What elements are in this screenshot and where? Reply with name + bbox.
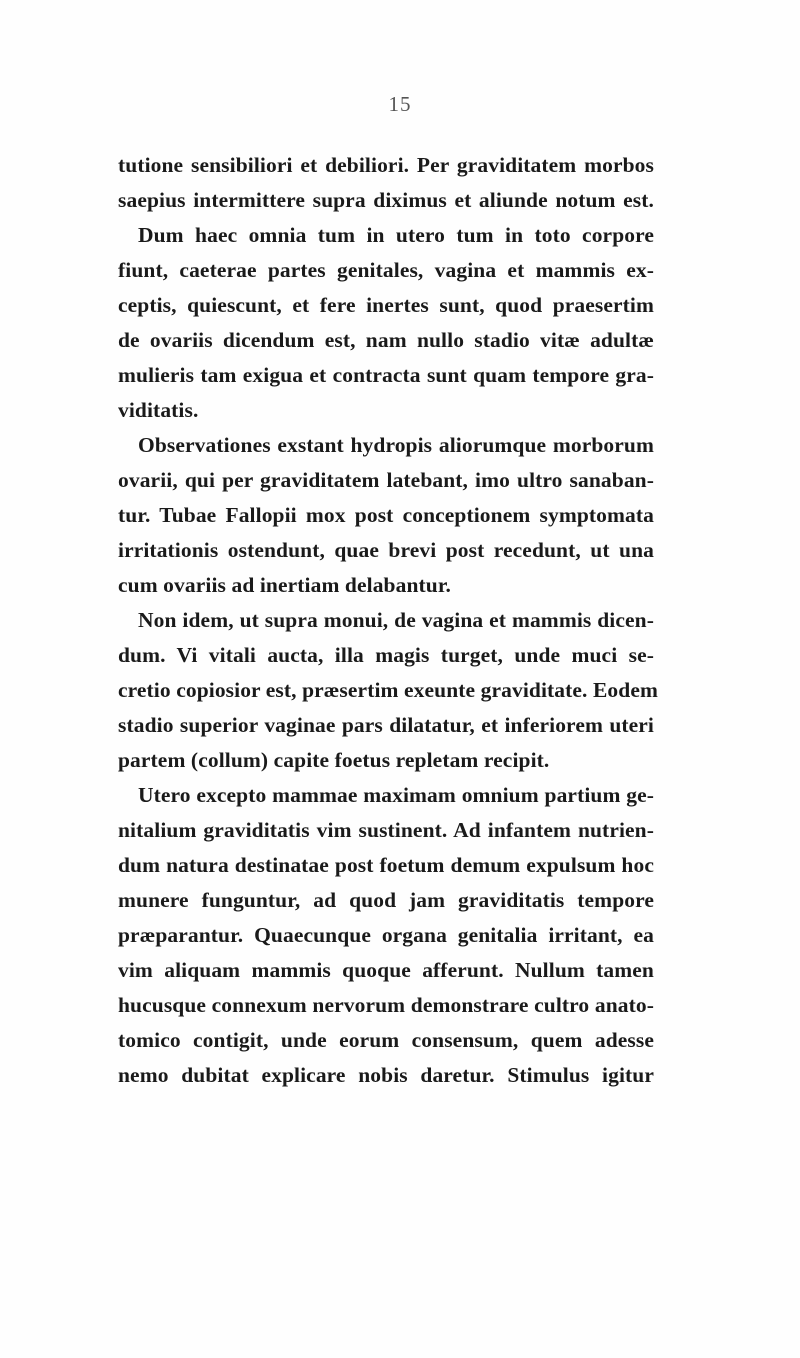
text-line: dum. Vi vitali aucta, illa magis turget, unde muci se- <box>118 643 654 667</box>
text-line: vim aliquam mammis quoque afferunt. Nullum tamen <box>118 958 654 982</box>
text-line: dum natura destinatae post foetum demum expulsum hoc <box>118 853 654 877</box>
text-line: mulieris tam exigua et contracta sunt quam tempore gra- <box>118 363 654 387</box>
text-line: tomico contigit, unde eorum consensum, quem adesse <box>118 1028 654 1052</box>
text-line: ceptis, quiescunt, et fere inertes sunt, quod praesertim <box>118 293 654 317</box>
body-text <box>118 148 658 1093</box>
text-line: Non idem, ut supra monui, de vagina et mammis dicen- <box>138 608 654 632</box>
text-line: fiunt, caeterae partes genitales, vagina et mammis ex- <box>118 258 654 282</box>
text-line: de ovariis dicendum est, nam nullo stadio vitæ adultæ <box>118 328 654 352</box>
text-line: præparantur. Quaecunque organa genitalia irritant, ea <box>118 923 654 947</box>
text-line: Dum haec omnia tum in utero tum in toto corpore <box>138 223 654 247</box>
text-line: saepius intermittere supra diximus et aliunde notum est. <box>118 188 654 212</box>
text-line: hucusque connexum nervorum demonstrare cultro anato- <box>118 993 654 1017</box>
text-line: cum ovariis ad inertiam delabantur. <box>118 573 451 597</box>
page-number: 15 <box>388 92 412 116</box>
text-line: ovarii, qui per graviditatem latebant, imo ultro sanaban- <box>118 468 654 492</box>
text-line: tutione sensibiliori et debiliori. Per graviditatem morbos <box>118 153 654 177</box>
text-line: Observationes exstant hydropis aliorumque morborum <box>138 433 654 457</box>
text-line: Utero excepto mammae maximam omnium partium ge- <box>138 783 654 807</box>
text-line: nemo dubitat explicare nobis daretur. Stimulus igitur <box>118 1063 654 1087</box>
text-line: partem (collum) capite foetus repletam recipit. <box>118 748 550 772</box>
text-line: irritationis ostendunt, quae brevi post recedunt, ut una <box>118 538 654 562</box>
text-line: munere funguntur, ad quod jam graviditatis tempore <box>118 888 654 912</box>
text-line: nitalium graviditatis vim sustinent. Ad infantem nutrien- <box>118 818 654 842</box>
text-line: tur. Tubae Fallopii mox post conceptionem symptomata <box>118 503 654 527</box>
text-line: cretio copiosior est, præsertim exeunte graviditate. Eodem <box>118 678 658 702</box>
text-line: stadio superior vaginae pars dilatatur, et inferiorem uteri <box>118 713 654 737</box>
text-line: viditatis. <box>118 398 199 422</box>
